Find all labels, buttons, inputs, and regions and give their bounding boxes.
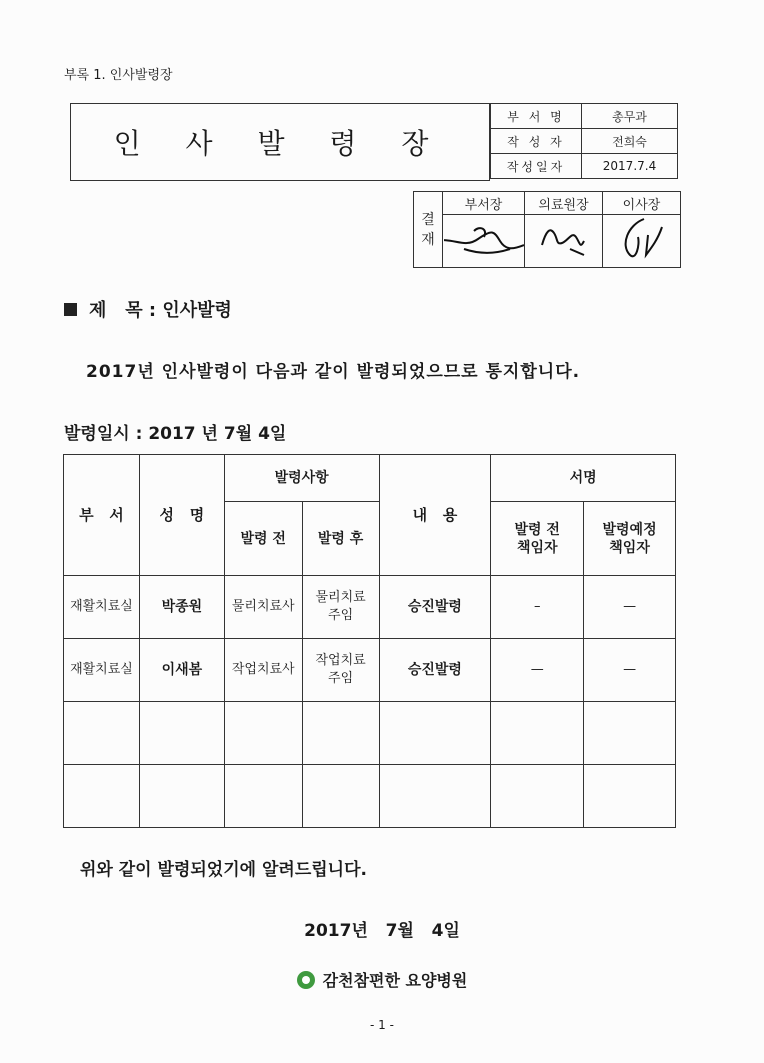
table-row [64, 639, 676, 702]
footer-date: 2017년 7월 4일 [304, 921, 460, 941]
signature-3 [604, 215, 680, 263]
meta-value: 2017.7.4 [582, 154, 678, 179]
signature-chairman [603, 215, 681, 268]
header-signature: 서명 [491, 455, 676, 502]
meta-key: 작 성 자 [491, 129, 582, 154]
document-meta-table [490, 103, 678, 179]
subject-line [64, 296, 232, 322]
approval-role: 이사장 [603, 192, 681, 215]
hospital-logo-icon [297, 971, 315, 989]
approval-role: 의료원장 [525, 192, 603, 215]
document-title: 인 사 발 령 장 [70, 103, 490, 181]
cell-content: 승진발령 [379, 639, 491, 702]
subject-label: 제 목 : [89, 300, 163, 321]
header-sig-after: 발령예정 책임자 [584, 502, 676, 576]
header-name: 성 명 [139, 455, 224, 576]
cell-name: 이새봄 [139, 639, 224, 702]
order-date: 발령일시 : 2017 년 7월 4일 [64, 424, 287, 444]
cell-sig-before: — [491, 639, 584, 702]
personnel-order-table [63, 454, 676, 828]
signature-dept-head [443, 215, 525, 268]
approval-role: 부서장 [443, 192, 525, 215]
bullet-square-icon [64, 303, 77, 316]
header-after: 발령 후 [302, 502, 379, 576]
page-number: - 1 - [370, 1018, 394, 1032]
header-order-items: 발령사항 [224, 455, 379, 502]
cell-after: 작업치료 주임 [302, 639, 379, 702]
header-content: 내 용 [379, 455, 491, 576]
signature-2 [526, 219, 602, 259]
meta-key: 작성일자 [491, 154, 582, 179]
cell-sig-after: — [584, 639, 676, 702]
table-row-empty [64, 765, 676, 828]
meta-row-dept [491, 104, 678, 129]
notice-text: 2017년 인사발령이 다음과 같이 발령되었으므로 통지합니다. [86, 362, 581, 382]
table-row [64, 576, 676, 639]
closing-text: 위와 같이 발령되었기에 알려드립니다. [80, 860, 367, 880]
meta-key: 부 서 명 [491, 104, 582, 129]
header-sig-before: 발령 전 책임자 [491, 502, 584, 576]
signature-1 [444, 219, 524, 259]
cell-sig-before: – [491, 576, 584, 639]
cell-name: 박종원 [139, 576, 224, 639]
header-dept: 부 서 [64, 455, 140, 576]
subject-value: 인사발령 [162, 300, 232, 321]
table-row-empty [64, 702, 676, 765]
signature-director [525, 215, 603, 268]
header-before: 발령 전 [224, 502, 302, 576]
cell-sig-after: — [584, 576, 676, 639]
approval-table [413, 191, 681, 268]
meta-value: 전희숙 [582, 129, 678, 154]
approval-label-bottom: 재 [421, 231, 435, 248]
cell-before: 물리치료사 [224, 576, 302, 639]
cell-dept: 재활치료실 [64, 639, 140, 702]
meta-row-date [491, 154, 678, 179]
approval-label-top: 결 [421, 211, 435, 228]
cell-before: 작업치료사 [224, 639, 302, 702]
cell-content: 승진발령 [379, 576, 491, 639]
approval-label [414, 192, 443, 268]
meta-value: 총무과 [582, 104, 678, 129]
cell-dept: 재활치료실 [64, 576, 140, 639]
cell-after: 물리치료 주임 [302, 576, 379, 639]
meta-row-author [491, 129, 678, 154]
appendix-label: 부록 1. 인사발령장 [64, 68, 173, 83]
hospital-name: 감천참편한 요양병원 [0, 968, 764, 991]
